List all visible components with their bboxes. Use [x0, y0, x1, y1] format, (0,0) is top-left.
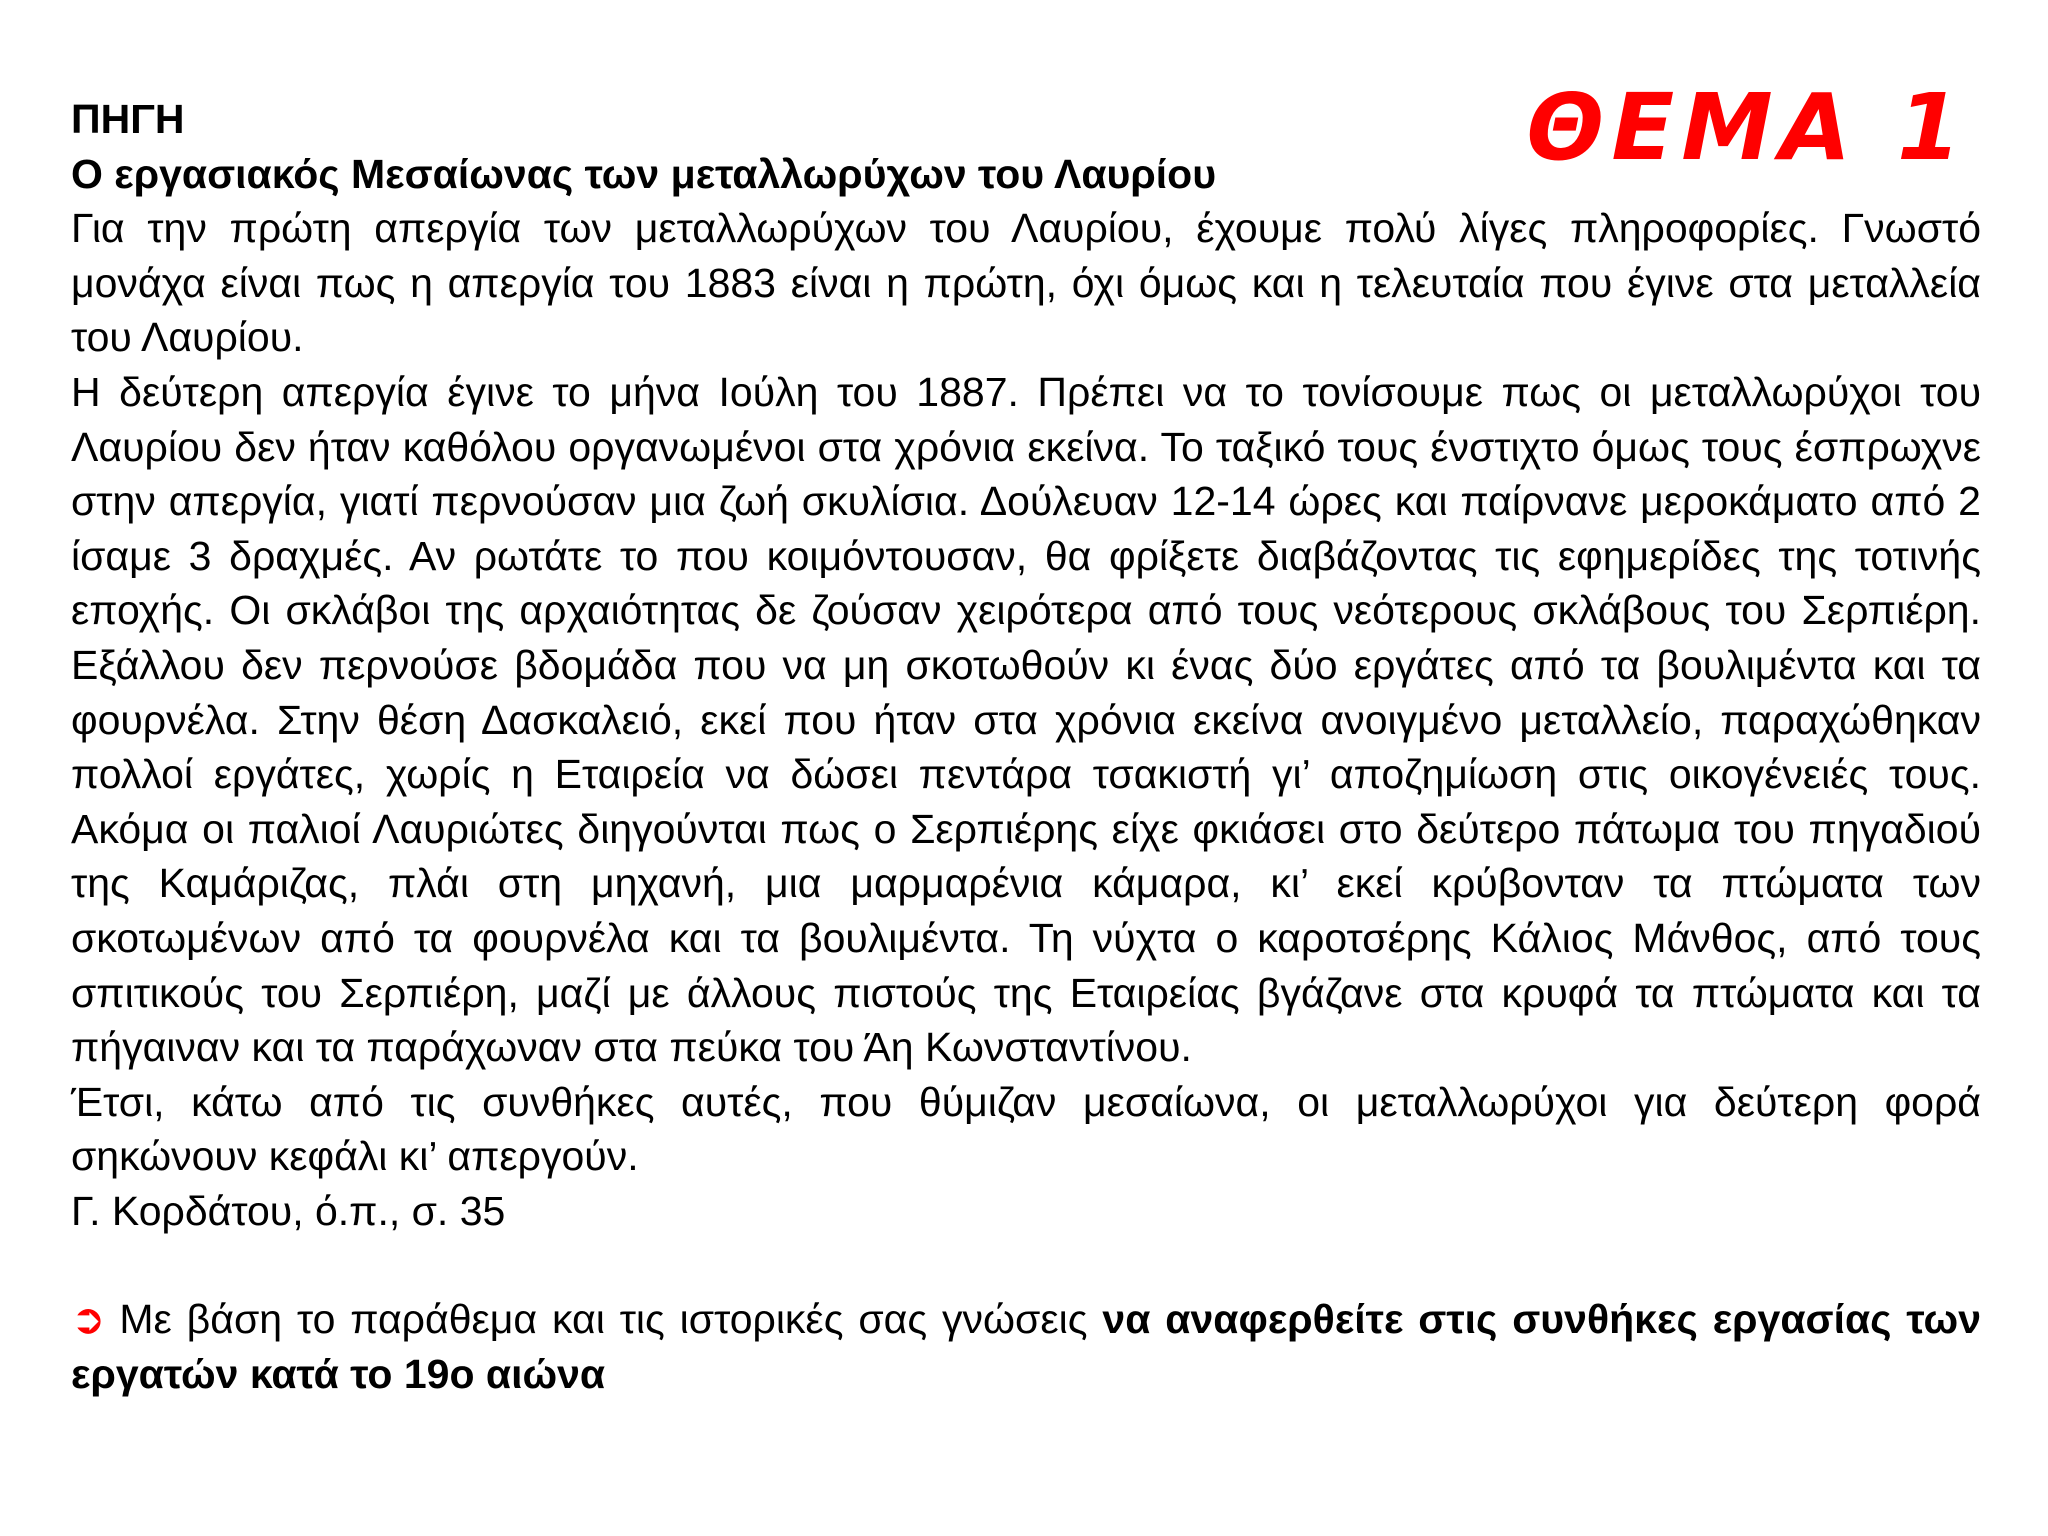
document-body: [71, 92, 1981, 1402]
source-label: ΠΗΓΗ: [71, 96, 185, 142]
theme-title: ΘΕΜΑ 1: [1526, 74, 1968, 181]
question-prefix: Με βάση το παράθεμα και τις ιστορικές σας γνώσεις: [119, 1296, 1088, 1343]
paragraph: Η δεύτερη απεργία έγινε το μήνα Ιούλη του 1887. Πρέπει να το τονίσουμε πως οι μεταλλωρύχοι του Λαυρίου δεν ήταν καθόλου οργανωμένοι στα χρόνια εκείνα. Το ταξικό τους ένστιχτο όμως τους έσπρωχνε στην απεργία, γιατί περνούσαν μια ζωή σκυλίσια. Δούλευαν 12-14 ώρες και παίρνανε μεροκάματο από 2 ίσαμε 3 δραχμές. Αν ρωτάτε το που κοιμόντουσαν, θα φρίξετε διαβάζοντας τις εφημερίδες της τοτινής εποχής. Οι σκλάβοι της αρχαιότητας δε ζούσαν χειρότερα από τους νεότερους σκλάβους του Σερπιέρη. Εξάλλου δεν περνούσε βδομάδα που να μη σκοτωθούν κι ένας δύο εργάτες από τα βουλιμέντα και τα φουρνέλα. Στην θέση Δασκαλειό, εκεί που ήταν στα χρόνια εκείνα ανοιγμένο μεταλλείο, παραχώθηκαν πολλοί εργάτες, χωρίς η Εταιρεία να δώσει πεντάρα τσακιστή γι’ αποζημίωση στις οικογένειές τους. Ακόμα οι παλιοί Λαυριώτες διηγούνται πως ο Σερπιέρης είχε φκιάσει στο δεύτερο πάτωμα του πηγαδιού της Καμάριζας, πλάι στη μηχανή, μια μαρμαρένια κάμαρα, κι’ εκεί κρύβονταν τα πτώματα των σκοτωμένων από τα φουρνέλα και τα βουλιμέντα. Τη νύχτα ο καροτσέρης Κάλιος Μάνθος, από τους σπιτικούς του Σερπιέρη, μαζί με άλλους πιστούς της Εταιρείας βγάζανε στα κρυφά τα πτώματα και τα πήγαιναν και τα παράχωναν στα πεύκα του Άη Κωνσταντίνου.: [71, 368, 1981, 1071]
question-bold-text: να αναφερθείτε στις συνθήκες εργασίας των εργατών κατά το 19ο αιώνα: [71, 1296, 1981, 1398]
citation: Γ. Κορδάτου, ό.π., σ. 35: [71, 1187, 506, 1234]
arrow-right-icon: ➲: [71, 1296, 106, 1343]
source-title: Ο εργασιακός Μεσαίωνας των μεταλλωρύχων του Λαυρίου: [71, 150, 1217, 197]
paragraph: Έτσι, κάτω από τις συνθήκες αυτές, που θύμιζαν μεσαίωνα, οι μεταλλωρύχοι για δεύτερη φορά σηκώνουν κεφάλι κι’ απεργούν.: [71, 1078, 1981, 1180]
question: [71, 1292, 1981, 1401]
paragraph: Για την πρώτη απεργία των μεταλλωρύχων του Λαυρίου, έχουμε πολύ λίγες πληροφορίες. Γνωστό μονάχα είναι πως η απεργία του 1883 είναι η πρώτη, όχι όμως και η τελευταία που έγινε στα μεταλλεία του Λαυρίου.: [71, 205, 1981, 361]
